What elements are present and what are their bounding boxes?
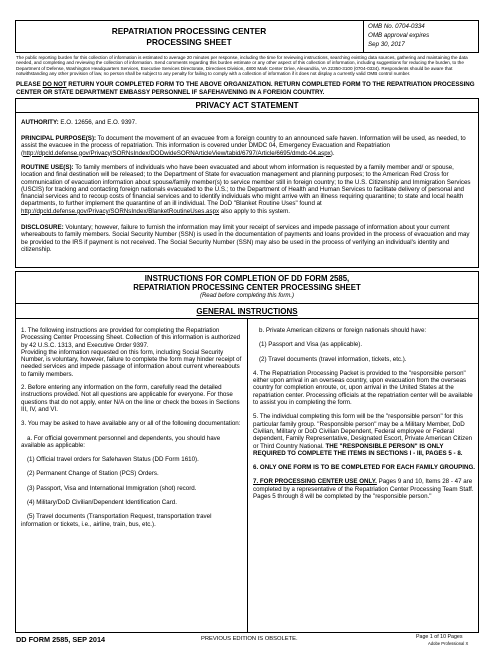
routine-text: To family members of individuals who have been evacuated and about whom information is requested by a family member and/ or spouse, location and final destination will be released; to the Department of State for evacuation management and planning purposes; to the American Red Cross for communication of evacuation information about spouse/family member(s) to service member still in foreign country; to the U.S. Citizenship and Immigration Services (USCIS) for tracking and contacting foreign nationals evacuated to the U.S.; to the Department of Health and Human Services to facilitate delivery of personal and financial services and to recoup costs of financial services and to identify individuals who might arrive with an illness requiring quarantine; to state and local health departments, to further implement the quarantine of an ill individual. The DoD "Blanket Routine Uses" found at — [21, 164, 471, 208]
previous-edition-note: PREVIOUS EDITION IS OBSOLETE. — [201, 636, 298, 642]
instruction-7-text: Pages 9 and 10, Items 28 - 47 are completed by a representative of the Repatriation Center Processing Team Staff. Pages 5 through 8 will be completed by the "responsible person." — [253, 478, 474, 501]
instruction-7-bold: 7. FOR PROCESSING CENTER USE ONLY. — [253, 478, 377, 486]
instructions-title-line2: REPATRIATION PROCESSING CENTER PROCESSING SHEET — [133, 283, 361, 292]
privacy-routine-uses — [21, 164, 476, 215]
instruction-3b-1: (1) Passport and Visa (as applicable). — [259, 341, 363, 349]
purpose-end: ). — [330, 149, 335, 157]
privacy-authority — [21, 119, 475, 126]
disclosure-text: Voluntary; however, failure to furnish the information may limit your receipt of services and impede passage of information about your current whereabouts to family members. Social Security Number (SSN) is used in the documentation of payments and loans provided in the process of evacuation and may be provided to the IRS if payment is not received. The Social Security Number (SSN) may also be used in the process of verifying an individual's identity and citizenship. — [21, 224, 470, 253]
authority-label: AUTHORITY: — [21, 119, 59, 126]
instruction-3a-1: (1) Official travel orders for Safehaven Status (DD Form 1610). — [27, 456, 199, 464]
return-notice-pre: PLEASE — [16, 81, 43, 88]
general-left-column — [21, 327, 242, 528]
column-divider — [247, 318, 248, 633]
purpose-label: PRINCIPAL PURPOSE(S): — [21, 135, 97, 142]
instruction-3a-3: (3) Passport, Visa and International Immigration (shot) record. — [27, 484, 197, 492]
general-right-column — [253, 327, 475, 500]
instruction-4: 4. The Repatriation Processing Packet is provided to the "responsible person" either upon arrival in an overseas country, upon evacuation from the overseas country for completion enroute, or, upon arrival in the United States at the repatriation center. Processing officials at the repatriation center will be available to assist you in completing the form. — [253, 369, 473, 407]
privacy-disclosure — [21, 224, 476, 253]
privacy-divider — [15, 112, 479, 113]
omb-expiration-date: Sep 30, 2017 — [368, 41, 405, 48]
routine-label: ROUTINE USE(S): — [21, 164, 74, 171]
instructions-subtitle: (Read before completing this form.) — [199, 293, 295, 299]
privacy-heading: PRIVACY ACT STATEMENT — [195, 101, 299, 110]
instruction-3a-4: (4) Military/DoD Civilian/Dependent Identification Card. — [27, 499, 177, 507]
purpose-text: To document the movement of an evacuee from a foreign country to an announced safe haven. Information will be used, as needed, to assist the evacuee in the process of repatriation. This information is covered under DMDC 04, Emergency Evacuation and Repatriation ( — [21, 135, 466, 157]
instruction-3a-2: (2) Permanent Change of Station (PCS) Orders. — [27, 470, 159, 478]
instructions-title-line1: INSTRUCTIONS FOR COMPLETION OF DD FORM 2585, — [144, 274, 350, 283]
instruction-1-voluntary: Providing the information requested on this form, including Social Security Number, is voluntary, however, failure to complete the form may hinder receipt of needed services and impede passage of information about current whereabouts to family members. — [21, 348, 242, 378]
disclosure-label: DISCLOSURE: — [21, 224, 64, 231]
omb-number: OMB No. 0704-0334 — [368, 23, 425, 30]
instruction-3b-2: (2) Travel documents (travel information, tickets, etc.). — [259, 355, 407, 363]
instruction-5-text: 5. The individual completing this form will be the "responsible person" for this particular family group. "Responsible person" may be a Military Member, DoD Civilian, Military or DoD Civilian Dependent, Federal employee or Federal dependent, Family Representative, Designated Escort, Private American Citizen or Third Country National. — [253, 413, 473, 450]
instruction-3a-5: (5) Travel documents (Transportation Request, transportation travel information or tickets, i.e., airline, train, bus, etc.). — [21, 513, 212, 528]
privacy-purpose — [21, 135, 476, 157]
instruction-1: 1. The following instructions are provided for completing the Repatriation Processing Center Processing Sheet. Collection of this information is authorized by 42 U.S.C. 1313, and Executive Order 9397. — [21, 327, 241, 349]
instructions-title-divider — [15, 303, 479, 304]
omb-approval-label: OMB approval expires — [368, 32, 430, 39]
instruction-3b: b. Private American citizens or foreign nationals should have: — [259, 327, 427, 334]
instruction-3a: a. For official government personnel and dependents, you should have available as applicable: — [21, 434, 221, 449]
authority-text: E.O. 12656, and E.O. 9397. — [58, 119, 137, 126]
return-notice — [16, 81, 478, 96]
form-identifier: DD FORM 2585, SEP 2014 — [16, 635, 106, 644]
general-instructions-heading: GENERAL INSTRUCTIONS — [196, 307, 298, 316]
purpose-sorn-link[interactable]: http://dpcld.defense.gov/Privacy/SORNsIndex/DODwideSORNArticleView/tabid/6797/Article/6695/dmdc-04.aspx — [23, 149, 331, 157]
return-notice-do-not: DO NOT — [42, 81, 67, 88]
form-title-line1: REPATRIATION PROCESSING CENTER — [111, 26, 267, 36]
instruction-5 — [253, 413, 475, 457]
instruction-3: 3. You may be asked to have available any or all of the following documentation: — [21, 420, 241, 428]
form-title-line2: PROCESSING SHEET — [146, 37, 232, 47]
routine-uses-link[interactable]: http://dpcld.defense.gov/Privacy/SORNsIndex/BlanketRoutineUses.aspx — [21, 207, 220, 215]
return-notice-rest: RETURN YOUR COMPLETED FORM TO THE ABOVE ORGANIZATION. RETURN COMPLETED FORM TO THE REPATRIATION PROCESSING CENTER OR STATE DEPARTMENT EMBASSY PERSONNEL IF SAFEHAVENING IN A FOREIGN COUNTRY. — [16, 81, 475, 96]
instruction-7 — [253, 478, 475, 500]
adobe-version: Adobe Professional X — [428, 641, 469, 646]
routine-end: also apply to this system. — [219, 207, 290, 215]
instruction-6: 6. ONLY ONE FORM IS TO BE COMPLETED FOR EACH FAMILY GROUPING. — [253, 464, 475, 472]
instruction-2: 2. Before entering any information on the form, carefully read the detailed instructions provided. Not all questions are applicable for everyone. For those questions that do not apply, enter N/A on the line or check the boxes in Sections III, IV, and VI. — [21, 384, 240, 413]
page-number: Page 1 of 10 Pages — [416, 634, 463, 640]
burden-statement: The public reporting burden for this collection of information is estimated to average 20 minutes per response, including the time for reviewing instructions, searching existing data sources, gathering and maintaining the data needed, and completing and reviewing the collection of information. Send comments regarding this burden estimate or any other aspect of this collection of information, including suggestions for reducing the burden, to the Department of Defense, Washington Headquarters Services, Executive Services Directorate, Directives Division, 4800 Mark Center Drive, Alexandria, VA 22350-3100 (0704-0334). Respondents should be aware that notwithstanding any other provision of law, no person shall be subject to any penalty for failing to comply with a collection of information if it does not display a currently valid OMB control number. — [16, 55, 468, 76]
instruction-5-bold: THE "RESPONSIBLE PERSON" IS ONLY REQUIRED TO COMPLETE THE ITEMS IN SECTIONS I - III, PAGES 5 - 8. — [253, 442, 463, 457]
